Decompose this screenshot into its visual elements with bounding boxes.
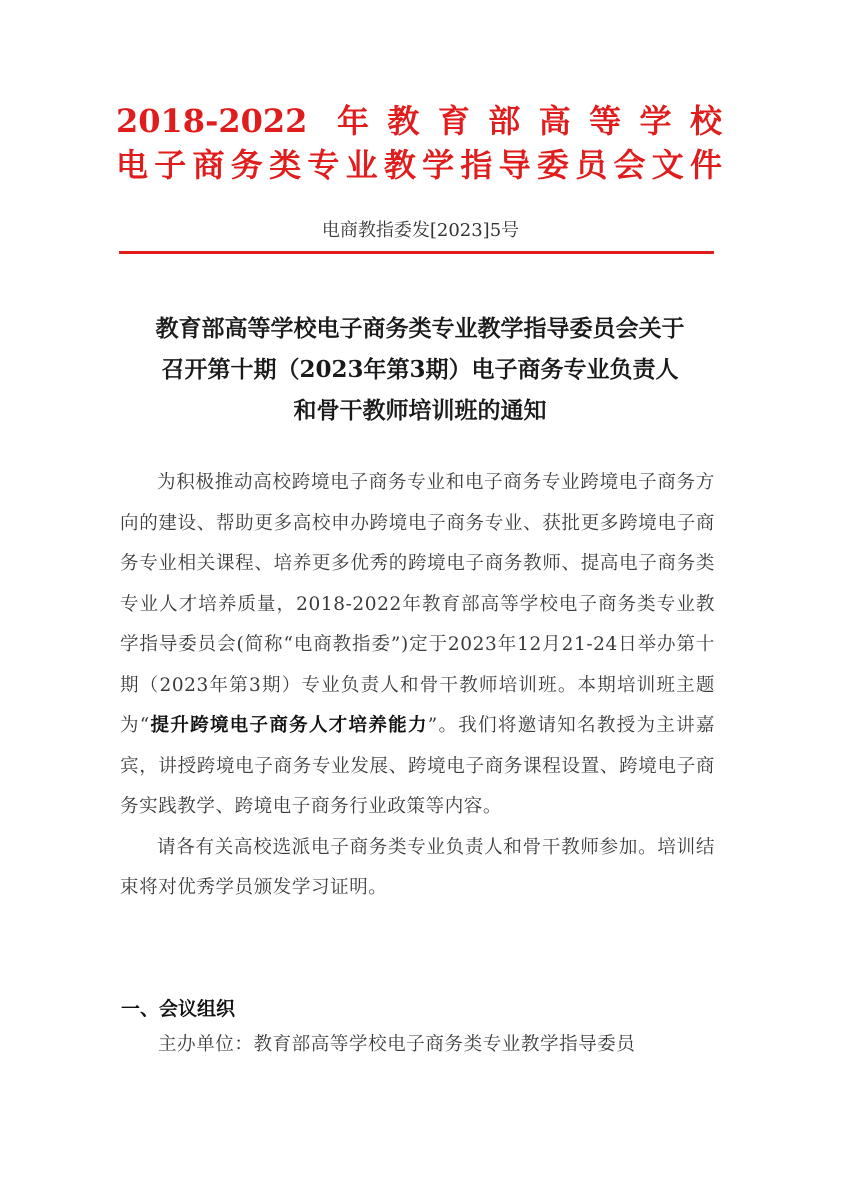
- paragraph-1-intro: 为积极推动高校跨境电子商务专业和电子商务专业跨境电子商务方向的建设、帮助更多高校申办跨境电子商务专业、获批更多跨境电子商务专业相关课程、培养更多优秀的跨境电子商务教师、提高电子商务类专业人才培养质量，2018-2022年教育部高等学校电子商务类专业教学指导委员会(简称“电商教指委”)定于2023年12月21-24日举办第十期（2023年第3期）专业负责人和骨干教师培训班。本期培训班主题为“: [120, 472, 715, 736]
- header-title-line-2: 电子商务类专业教学指导委员会文件: [116, 146, 722, 184]
- notice-title-line-3: 和骨干教师培训班的通知: [293, 397, 547, 424]
- header-title-line-1: 2018-2022 年教育部高等学校: [116, 102, 722, 140]
- notice-title-line-1: 教育部高等学校电子商务类专业教学指导委员会关于: [155, 315, 685, 342]
- section-heading-organization: 一、会议组织: [121, 998, 236, 1020]
- red-divider: [119, 251, 714, 254]
- body-paragraph-1: [120, 463, 715, 828]
- notice-title: [110, 308, 730, 431]
- training-theme: 提升跨境电子商务人才培养能力: [149, 715, 428, 736]
- organizer-line: 主办单位：教育部高等学校电子商务类专业教学指导委员: [158, 1034, 636, 1055]
- document-number: 电商教指委发[2023]5号: [321, 220, 520, 241]
- paragraph-1-rest: ”。我们将邀请知名教授为主讲嘉宾，讲授跨境电子商务专业发展、跨境电子商务课程设置、跨境电子商务实践教学、跨境电子商务行业政策等内容。: [120, 715, 715, 817]
- notice-title-line-2: 召开第十期（2023年第3期）电子商务专业负责人: [161, 356, 679, 383]
- body-paragraph-2: 请各有关高校选派电子商务类专业负责人和骨干教师参加。培训结束将对优秀学员颁发学习证明。: [120, 836, 715, 898]
- notice-body: [120, 463, 715, 909]
